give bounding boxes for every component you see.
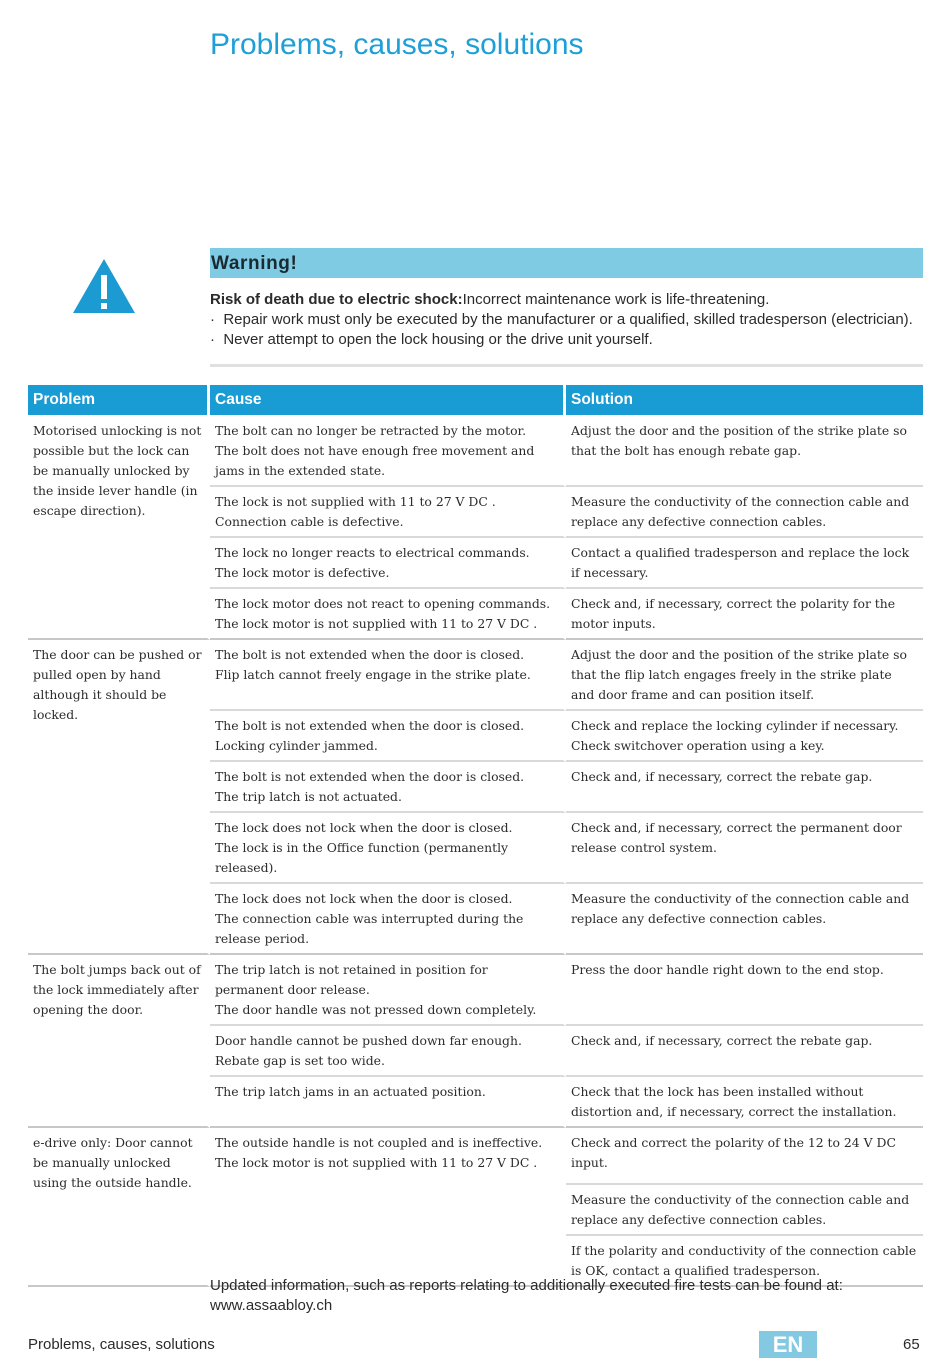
cause-cell: The outside handle is not coupled and is ineffective. The lock motor is not supplied with 11 to 27 V DC . xyxy=(210,1128,566,1287)
solution-cell: Measure the conductivity of the connection cable and replace any defective connection cables. xyxy=(566,1185,923,1236)
cause-cell: The bolt is not extended when the door is closed. The trip latch is not actuated. xyxy=(210,762,566,813)
cause-cell: The bolt is not extended when the door is closed. Locking cylinder jammed. xyxy=(210,711,566,762)
troubleshooting-table xyxy=(28,385,923,1287)
table-row xyxy=(28,955,923,1026)
solution-cell: Measure the conductivity of the connection cable and replace any defective connection cables. xyxy=(566,884,923,955)
column-header-solution: Solution xyxy=(566,385,923,415)
table-header-row xyxy=(28,385,923,415)
solution-cell: Adjust the door and the position of the strike plate so that the bolt has enough rebate gap. xyxy=(566,415,923,487)
cause-cell: The lock does not lock when the door is closed. The connection cable was interrupted during the release period. xyxy=(210,884,566,955)
warning-bullet: · Repair work must only be executed by the manufacturer or a qualified, skilled tradesperson (electrician). xyxy=(210,311,913,328)
warning-divider xyxy=(210,364,923,367)
cause-cell: The lock is not supplied with 11 to 27 V DC . Connection cable is defective. xyxy=(210,487,566,538)
column-header-problem: Problem xyxy=(28,385,210,415)
cause-cell: The lock does not lock when the door is closed. The lock is in the Office function (permanently released). xyxy=(210,813,566,884)
footer-section-title: Problems, causes, solutions xyxy=(28,1336,215,1353)
cause-cell: The bolt is not extended when the door is closed. Flip latch cannot freely engage in the strike plate. xyxy=(210,640,566,711)
cause-cell: The trip latch jams in an actuated position. xyxy=(210,1077,566,1128)
cause-cell: The lock motor does not react to opening commands. The lock motor is not supplied with 11 to 27 V DC . xyxy=(210,589,566,640)
table-row xyxy=(28,1128,923,1185)
solution-cell: Contact a qualified tradesperson and replace the lock if necessary. xyxy=(566,538,923,589)
note-text: Updated information, such as reports relating to additionally executed fire tests can be found at: xyxy=(210,1277,843,1294)
warning-lead-bold: Risk of death due to electric shock: xyxy=(210,291,463,308)
solution-cell: Check and replace the locking cylinder if necessary. Check switchover operation using a key. xyxy=(566,711,923,762)
solution-cell: Check and, if necessary, correct the rebate gap. xyxy=(566,1026,923,1077)
problem-cell: Motorised unlocking is not possible but the lock can be manually unlocked by the inside lever handle (in escape direction). xyxy=(28,415,210,640)
warning-body xyxy=(210,290,935,350)
page-number: 65 xyxy=(903,1336,920,1353)
warning-lead-text: Incorrect maintenance work is life-threatening. xyxy=(462,291,770,308)
table-row xyxy=(28,415,923,487)
solution-cell: Check and, if necessary, correct the rebate gap. xyxy=(566,762,923,813)
solution-cell: Measure the conductivity of the connection cable and replace any defective connection cables. xyxy=(566,487,923,538)
solution-cell: If the polarity and conductivity of the connection cable is OK, contact a qualified tradesperson. xyxy=(566,1236,923,1287)
cause-cell: The trip latch is not retained in position for permanent door release. The door handle was not pressed down completely. xyxy=(210,955,566,1026)
solution-cell: Adjust the door and the position of the strike plate so that the flip latch engages freely in the strike plate and door frame and can position itself. xyxy=(566,640,923,711)
table-row xyxy=(28,640,923,711)
solution-cell: Press the door handle right down to the end stop. xyxy=(566,955,923,1026)
warning-bullet: · Never attempt to open the lock housing or the drive unit yourself. xyxy=(210,331,653,348)
cause-cell: The bolt can no longer be retracted by the motor. The bolt does not have enough free movement and jams in the extended state. xyxy=(210,415,566,487)
solution-cell: Check and, if necessary, correct the polarity for the motor inputs. xyxy=(566,589,923,640)
page-title: Problems, causes, solutions xyxy=(210,28,584,61)
solution-cell: Check that the lock has been installed without distortion and, if necessary, correct the installation. xyxy=(566,1077,923,1128)
language-badge: EN xyxy=(759,1331,817,1358)
column-header-cause: Cause xyxy=(210,385,566,415)
problem-cell: The bolt jumps back out of the lock immediately after opening the door. xyxy=(28,955,210,1128)
warning-lead xyxy=(210,290,935,310)
warning-triangle-icon xyxy=(72,258,136,314)
solution-cell: Check and correct the polarity of the 12 to 24 V DC input. xyxy=(566,1128,923,1185)
warning-heading: Warning! xyxy=(210,248,923,278)
website-link[interactable]: www.assaabloy.ch xyxy=(210,1297,333,1314)
problem-cell: e-drive only: Door cannot be manually unlocked using the outside handle. xyxy=(28,1128,210,1287)
cause-cell: Door handle cannot be pushed down far enough. Rebate gap is set too wide. xyxy=(210,1026,566,1077)
solution-cell: Check and, if necessary, correct the permanent door release control system. xyxy=(566,813,923,884)
updated-info-note xyxy=(210,1276,910,1316)
cause-cell: The lock no longer reacts to electrical commands. The lock motor is defective. xyxy=(210,538,566,589)
problem-cell: The door can be pushed or pulled open by hand although it should be locked. xyxy=(28,640,210,955)
